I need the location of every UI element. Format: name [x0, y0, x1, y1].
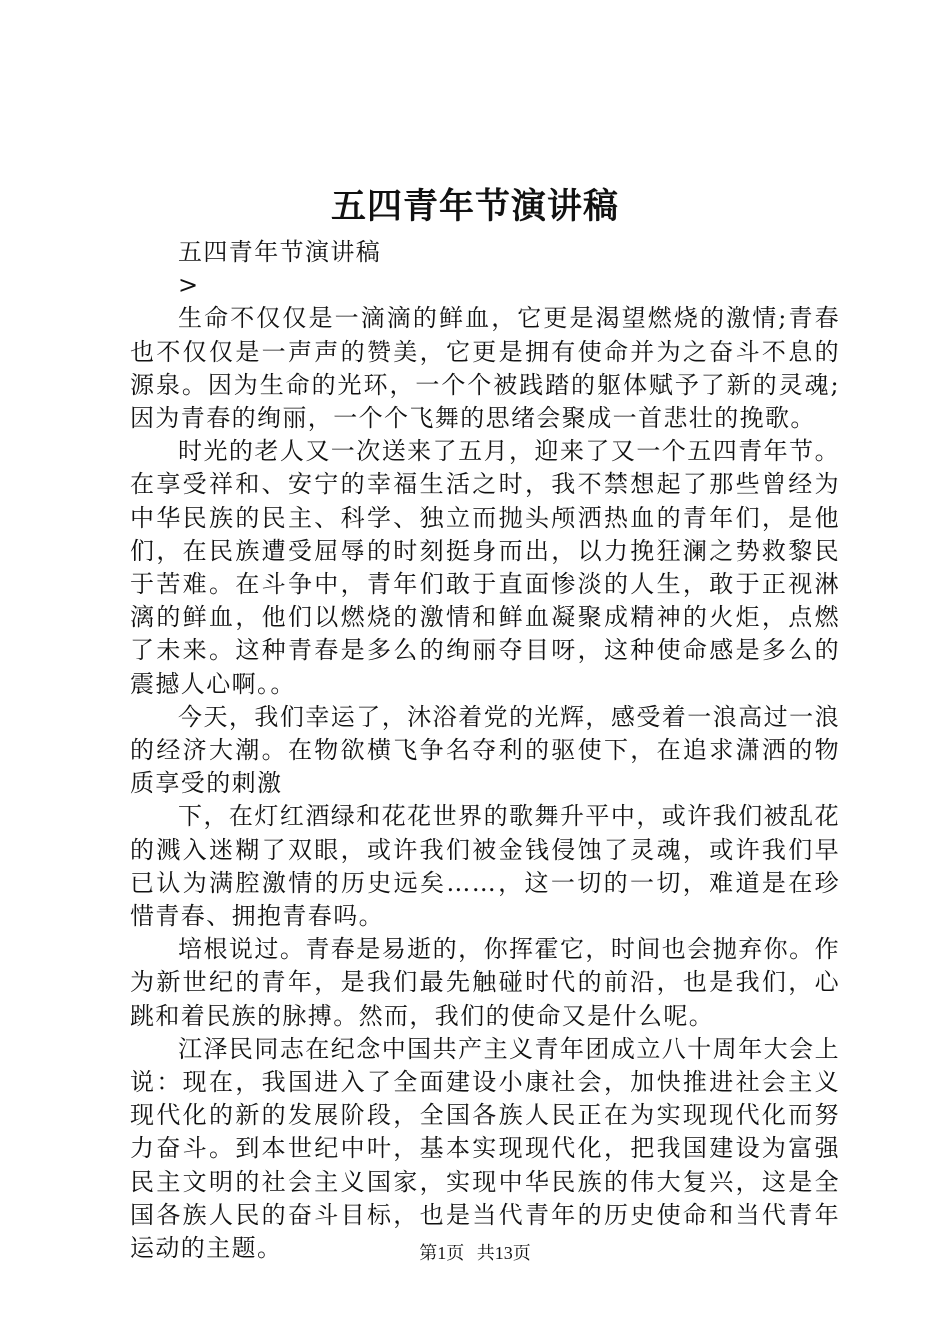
body-paragraph: 时光的老人又一次送来了五月，迎来了又一个五四青年节。在享受祥和、安宁的幸福生活之时，我不禁想起了那些曾经为中华民族的民主、科学、独立而抛头颅洒热血的青年们，是他们，在民族遭受屈辱的时刻挺身而出，以力挽狂澜之势救黎民于苦难。在斗争中，青年们敢于直面惨淡的人生，敢于正视淋漓的鲜血，他们以燃烧的激情和鲜血凝聚成精神的火炬，点燃了未来。这种青春是多么的绚丽夺目呀，这种使命感是多么的震撼人心啊。。 — [130, 437, 840, 698]
body-paragraph: 下，在灯红酒绿和花花世界的歌舞升平中，或许我们被乱花的溅入迷糊了双眼，或许我们被金钱侵蚀了灵魂，或许我们早已认为满腔激情的历史远矣……，这一切的一切，难道是在珍惜青春、拥抱青春吗。 — [130, 802, 840, 931]
body-paragraph: 生命不仅仅是一滴滴的鲜血，它更是渴望燃烧的激情;青春也不仅仅是一声声的赞美，它更是拥有使命并为之奋斗不息的源泉。因为生命的光环，一个个被践踏的躯体赋予了新的灵魂;因为青春的绚丽，一个个飞舞的思绪会聚成一首悲壮的挽歌。 — [130, 304, 840, 433]
document-body — [130, 236, 840, 1265]
page-title: 五四青年节演讲稿 — [330, 186, 619, 227]
page-number: 第1页 — [419, 1243, 465, 1263]
body-paragraph: 培根说过。青春是易逝的，你挥霍它，时间也会抛弃你。作为新世纪的青年，是我们最先触碰时代的前沿，也是我们，心跳和着民族的脉搏。然而，我们的使命又是什么呢。 — [130, 935, 840, 1030]
page-total: 共13页 — [476, 1243, 531, 1263]
page-footer — [0, 1240, 950, 1266]
body-paragraph: 今天，我们幸运了，沐浴着党的光辉，感受着一浪高过一浪的经济大潮。在物欲横飞争名夺利的驱使下，在追求潇洒的物质享受的刺激 — [130, 702, 840, 798]
body-paragraph: 江泽民同志在纪念中国共产主义青年团成立八十周年大会上说：现在，我国进入了全面建设小康社会，加快推进社会主义现代化的新的发展阶段，全国各族人民正在为实现现代化而努力奋斗。到本世纪中叶，基本实现现代化，把我国建设为富强民主文明的社会主义国家，实现中华民族的伟大复兴，这是全国各族人民的奋斗目标，也是当代青年的历史使命和当代青年运动的主题。 — [130, 1034, 840, 1263]
subtitle-paragraph: 五四青年节演讲稿 — [178, 238, 382, 266]
marker-paragraph: > — [178, 271, 200, 300]
